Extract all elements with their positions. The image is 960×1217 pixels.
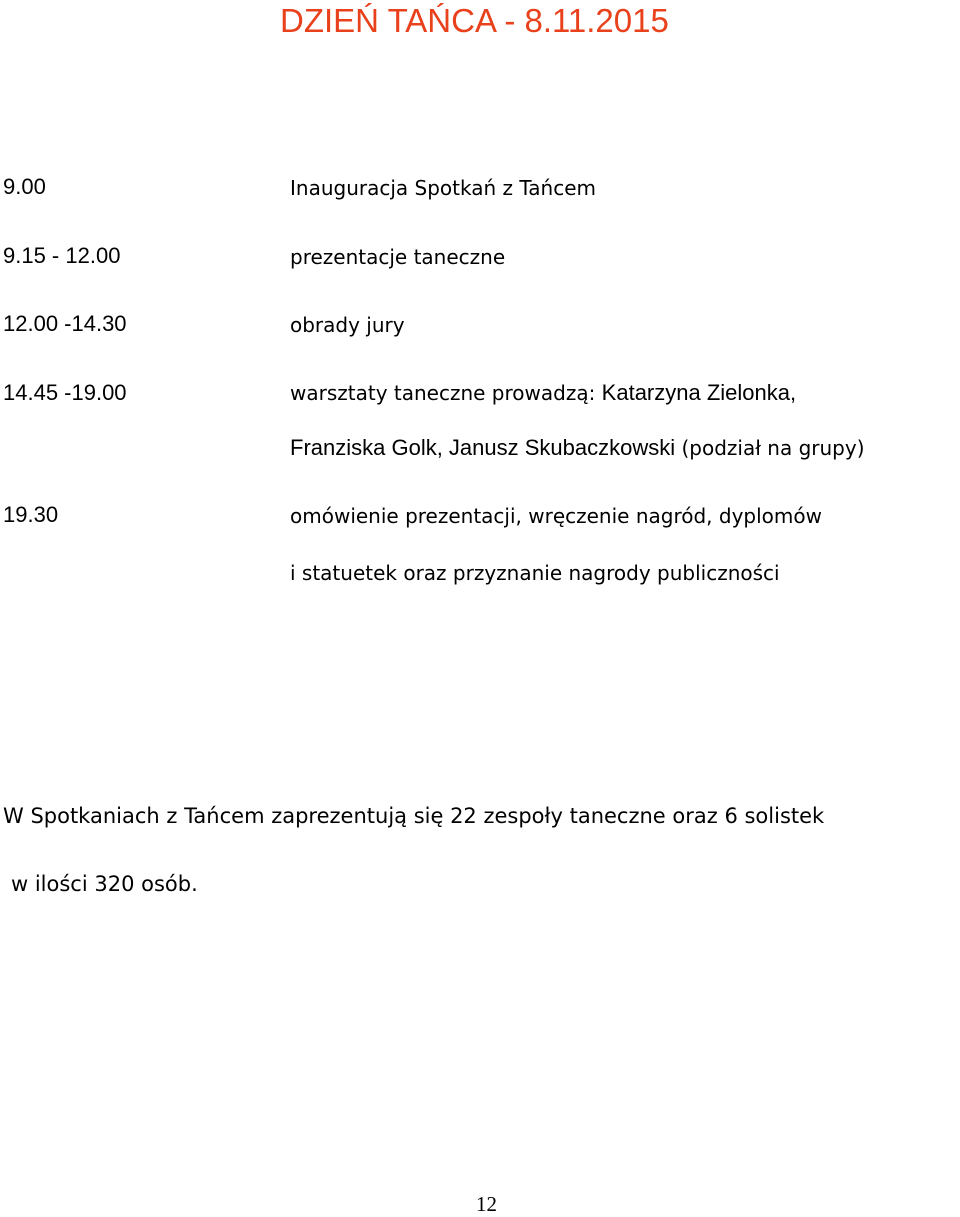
schedule-time-2: 9.15 - 12.00 [3, 243, 121, 268]
schedule-desc-3: obrady jury [290, 313, 405, 337]
schedule-desc-5-line-2: i statuetek oraz przyznanie nagrody publiczności [290, 561, 780, 585]
schedule-time-5: 19.30 [3, 502, 59, 527]
schedule-time-1: 9.00 [3, 174, 46, 199]
schedule-desc-5-line-1: omówienie prezentacji, wręczenie nagród, dyplomów [290, 504, 822, 528]
page-title: DZIEŃ TAŃCA - 8.11.2015 [280, 2, 669, 39]
schedule-desc-4-line-2 [290, 435, 865, 461]
schedule-desc-2: prezentacje taneczne [290, 245, 506, 269]
schedule-desc-1: Inauguracja Spotkań z Tańcem [290, 176, 596, 200]
summary-line-2: w ilości 320 osób. [11, 872, 198, 896]
workshop-desc-prefix: warsztaty taneczne prowadzą: [290, 381, 602, 405]
workshop-desc-suffix: (podział na grupy) [675, 436, 865, 460]
page-number: 12 [476, 1192, 497, 1216]
schedule-time-3: 12.00 -14.30 [3, 311, 127, 336]
summary-line-1: W Spotkaniach z Tańcem zaprezentują się 22 zespoły taneczne oraz 6 solistek [3, 804, 825, 828]
schedule-desc-4-line-1 [290, 380, 796, 406]
instructor-names-line-1: Katarzyna Zielonka, [601, 380, 797, 405]
instructor-names-line-2: Franziska Golk, Janusz Skubaczkowski [290, 435, 676, 460]
schedule-time-4: 14.45 -19.00 [3, 380, 127, 405]
